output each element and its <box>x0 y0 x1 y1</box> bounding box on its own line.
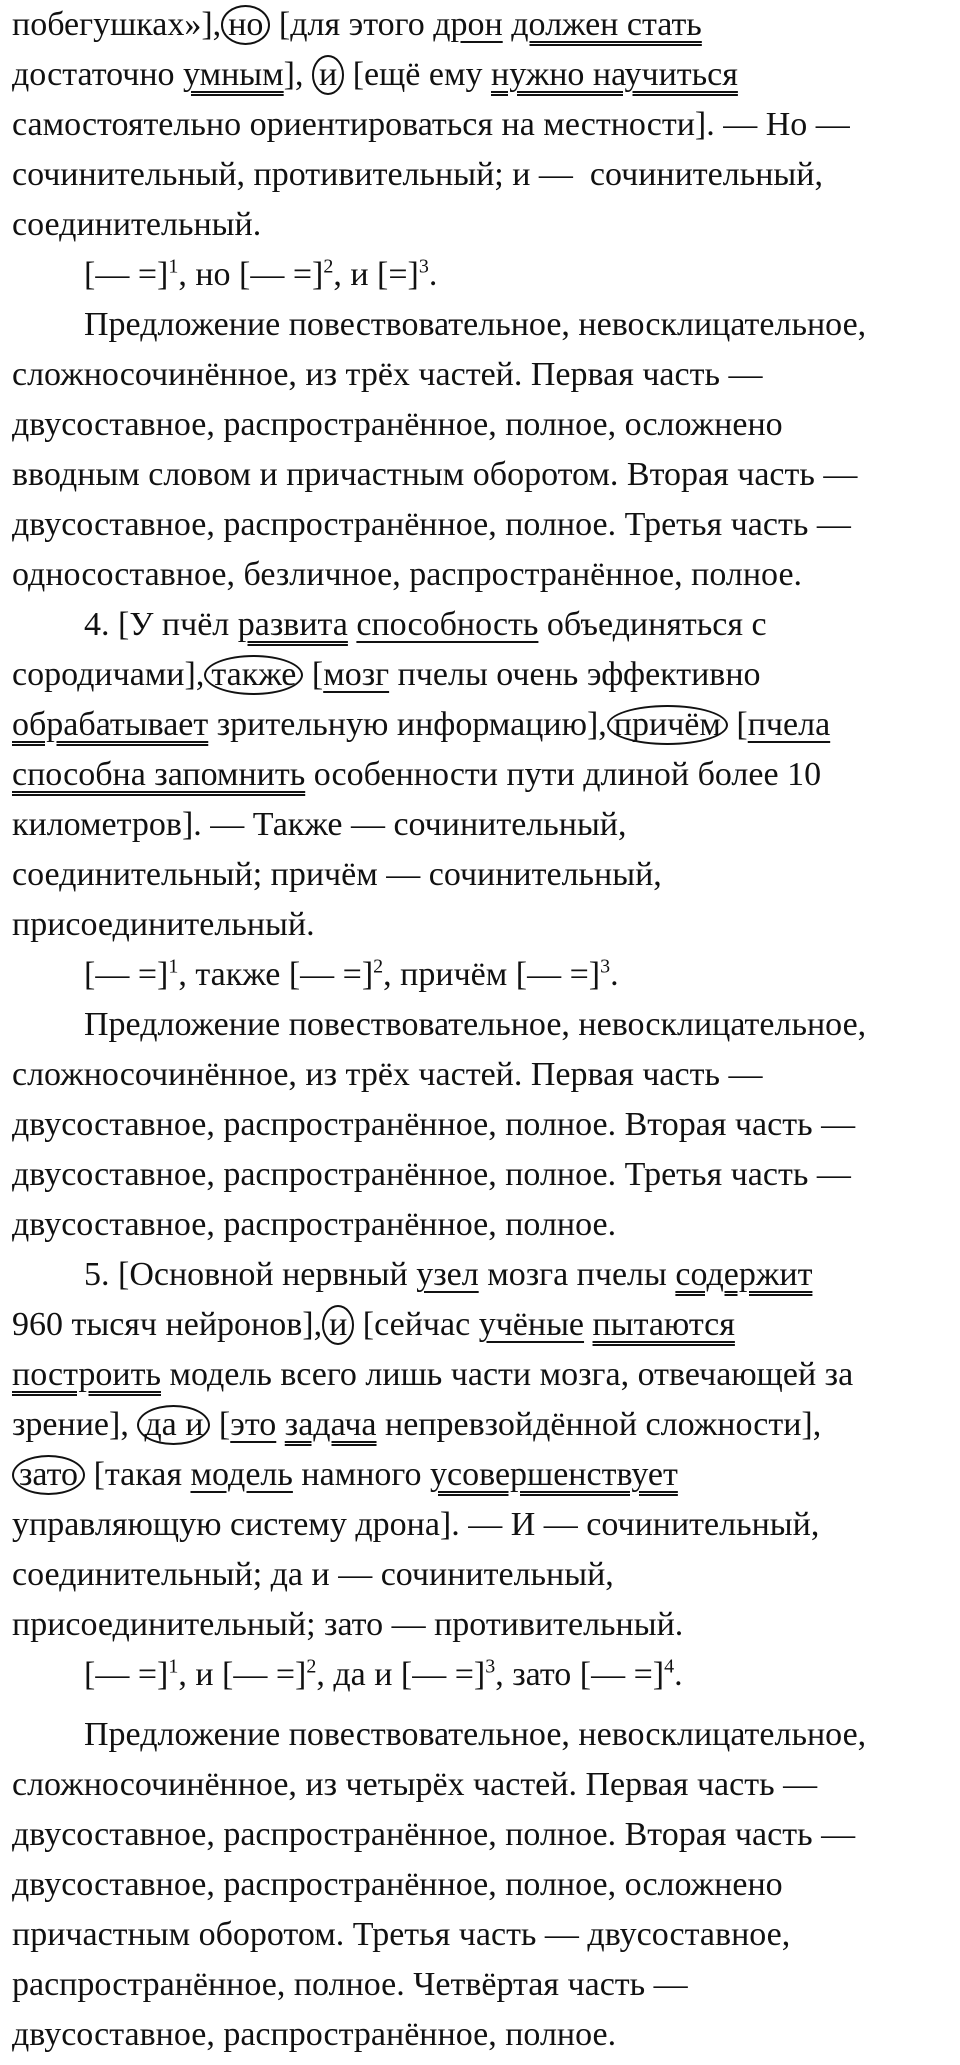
text-segment: двусоставное, распространённое, полное. <box>12 1206 617 1243</box>
text-line <box>12 100 850 150</box>
text-segment <box>584 1306 593 1343</box>
text-segment: присоединительный; зато — противительный. <box>12 1606 684 1643</box>
text-segment: километров]. — Также — сочинительный, <box>12 806 627 843</box>
text-line <box>12 1200 616 1250</box>
text-segment: , причём [— =] <box>383 956 601 993</box>
text-segment: [ <box>303 656 324 693</box>
text-segment: [такая <box>85 1456 191 1493</box>
text-segment: сочинительный, противительный; и — сочинительный, <box>12 156 823 193</box>
subject-underlined: узел <box>416 1256 479 1293</box>
text-line <box>84 1710 866 1760</box>
circled-conjunction: но <box>221 5 270 45</box>
text-segment: особенности пути длиной более 10 <box>305 756 822 793</box>
text-line <box>84 600 767 650</box>
part-number-superscript: 2 <box>306 1655 317 1678</box>
text-line <box>12 650 761 700</box>
text-line <box>12 1960 688 2010</box>
text-segment: соединительный; да и — сочинительный, <box>12 1556 614 1593</box>
circled-conjunction: также <box>204 655 303 695</box>
text-segment: двусоставное, распространённое, полное, осложнено <box>12 406 783 443</box>
text-segment: сородичами], <box>12 656 205 693</box>
text-segment: , но [— =] <box>178 256 324 293</box>
text-line <box>12 500 851 550</box>
subject-underlined: пчела <box>747 706 831 743</box>
text-line <box>84 1000 866 1050</box>
text-segment: причастным оборотом. Третья часть — двусоставное, <box>12 1916 791 1953</box>
text-segment: намного <box>292 1456 430 1493</box>
text-segment: Предложение повествовательное, невосклицательное, <box>84 1006 867 1043</box>
part-number-superscript: 3 <box>485 1655 496 1678</box>
text-segment: односоставное, безличное, распространённое, полное. <box>12 556 803 593</box>
text-segment: управляющую систему дрона]. — И — сочинительный, <box>12 1506 820 1543</box>
text-segment: [— =] <box>84 1656 169 1693</box>
text-line <box>12 1150 851 1200</box>
text-segment: . <box>674 1656 683 1693</box>
text-segment: , и [=] <box>333 256 419 293</box>
text-segment: зрительную информацию], <box>208 706 607 743</box>
predicate-double-underlined: обрабатывает <box>12 706 209 743</box>
text-segment: побегушках»], <box>12 6 222 43</box>
text-segment: двусоставное, распространённое, полное. Третья часть — <box>12 1156 851 1193</box>
subject-underlined: это <box>230 1406 277 1443</box>
predicate-double-underlined: задача <box>284 1406 377 1443</box>
text-line <box>12 0 702 50</box>
text-segment: [ <box>210 1406 231 1443</box>
text-segment: . <box>428 256 438 293</box>
text-line <box>12 1050 762 1100</box>
circled-conjunction: зато <box>12 1455 85 1495</box>
text-segment: самостоятельно ориентироваться на местности]. — Но — <box>12 106 850 143</box>
part-number-superscript: 1 <box>168 1655 179 1678</box>
subject-underlined: мозг <box>323 656 390 693</box>
text-line <box>12 1400 821 1450</box>
text-segment: соединительный; причём — сочинительный, <box>12 856 662 893</box>
text-segment: вводным словом и причастным оборотом. Вторая часть — <box>12 456 858 493</box>
text-line <box>12 50 738 100</box>
predicate-double-underlined: содержит <box>675 1256 813 1293</box>
part-number-superscript: 3 <box>600 955 611 978</box>
text-segment <box>276 1406 285 1443</box>
text-segment: сложносочинённое, из трёх частей. Первая часть — <box>12 1056 763 1093</box>
text-line <box>84 300 866 350</box>
text-segment: 960 тысяч нейронов], <box>12 1306 323 1343</box>
predicate-double-underlined: развита <box>237 606 348 643</box>
text-line <box>12 1600 683 1650</box>
text-line <box>12 2010 616 2060</box>
text-line <box>12 900 315 950</box>
text-line <box>84 250 437 300</box>
text-line <box>12 400 783 450</box>
text-segment: распространённое, полное. Четвёртая часть — <box>12 1966 688 2003</box>
text-line <box>12 750 821 800</box>
text-line <box>84 950 619 1000</box>
text-segment: [— =] <box>84 956 169 993</box>
text-segment: двусоставное, распространённое, полное. <box>12 2016 617 2053</box>
text-segment: двусоставное, распространённое, полное. Вторая часть — <box>12 1106 856 1143</box>
text-segment: [сейчас <box>354 1306 479 1343</box>
text-segment: присоединительный. <box>12 906 315 943</box>
text-line <box>12 1300 735 1350</box>
text-segment: модель всего лишь части мозга, отвечающей за <box>160 1356 854 1393</box>
text-line <box>12 150 823 200</box>
text-segment: . <box>610 956 619 993</box>
text-segment: [— =] <box>84 256 169 293</box>
text-segment: непревзойдённой сложности], <box>376 1406 822 1443</box>
text-line <box>12 1810 855 1860</box>
text-segment: зрение], <box>12 1406 138 1443</box>
part-number-superscript: 3 <box>418 255 429 278</box>
text-segment: ], <box>283 56 312 93</box>
text-line <box>12 1760 817 1810</box>
text-segment: 5. [Основной нервный <box>84 1256 417 1293</box>
predicate-double-underlined: должен стать <box>511 6 702 43</box>
text-segment: , также [— =] <box>178 956 374 993</box>
predicate-double-underlined: пытаются <box>592 1306 735 1343</box>
predicate-double-underlined: способна запомнить <box>12 756 306 793</box>
text-line <box>12 350 762 400</box>
text-line <box>12 800 627 850</box>
text-line <box>12 850 662 900</box>
text-segment: , зато [— =] <box>495 1656 665 1693</box>
text-segment: сложносочинённое, из трёх частей. Первая часть — <box>12 356 763 393</box>
subject-underlined: учёные <box>478 1306 585 1343</box>
text-line <box>12 1450 678 1500</box>
part-number-superscript: 2 <box>373 955 384 978</box>
circled-conjunction: причём <box>607 705 728 745</box>
text-segment: [ <box>727 706 748 743</box>
text-segment: двусоставное, распространённое, полное, осложнено <box>12 1866 783 1903</box>
text-line <box>12 1550 614 1600</box>
text-segment: , и [— =] <box>178 1656 307 1693</box>
text-segment: [ещё ему <box>344 56 491 93</box>
text-line <box>12 1860 783 1910</box>
text-segment <box>503 6 512 43</box>
circled-conjunction: и <box>312 55 344 95</box>
text-line <box>12 1910 790 1960</box>
part-number-superscript: 1 <box>168 955 179 978</box>
predicate-double-underlined: построить <box>12 1356 161 1393</box>
subject-underlined: способность <box>356 606 539 643</box>
text-line <box>84 1650 683 1700</box>
circled-conjunction: да и <box>137 1405 210 1445</box>
text-segment: Предложение повествовательное, невосклицательное, <box>84 1716 867 1753</box>
text-segment: достаточно <box>12 56 184 93</box>
part-number-superscript: 1 <box>168 255 179 278</box>
text-segment: мозга пчелы <box>478 1256 676 1293</box>
subject-underlined: дрон <box>433 6 503 43</box>
predicate-double-underlined: нужно научиться <box>491 56 738 93</box>
text-line <box>84 1250 812 1300</box>
text-segment: Предложение повествовательное, невосклицательное, <box>84 306 867 343</box>
text-segment: объединяться с <box>538 606 767 643</box>
predicate-double-underlined: умным <box>183 56 284 93</box>
text-line <box>12 1100 855 1150</box>
text-segment: двусоставное, распространённое, полное. Вторая часть — <box>12 1816 856 1853</box>
text-segment: двусоставное, распространённое, полное. Третья часть — <box>12 506 851 543</box>
circled-conjunction: и <box>322 1305 354 1345</box>
text-segment: 4. [У пчёл <box>84 606 238 643</box>
text-segment: пчелы очень эффективно <box>389 656 761 693</box>
part-number-superscript: 4 <box>664 1655 675 1678</box>
text-line <box>12 200 261 250</box>
text-segment: [для этого <box>270 6 434 43</box>
text-segment: , да и [— =] <box>316 1656 486 1693</box>
text-line <box>12 1500 819 1550</box>
predicate-double-underlined: усовершенствует <box>430 1456 678 1493</box>
text-line <box>12 450 857 500</box>
text-line <box>12 1350 853 1400</box>
subject-underlined: модель <box>190 1456 293 1493</box>
text-segment: соединительный. <box>12 206 262 243</box>
part-number-superscript: 2 <box>323 255 334 278</box>
text-line <box>12 700 830 750</box>
text-segment: сложносочинённое, из четырёх частей. Первая часть — <box>12 1766 818 1803</box>
text-line <box>12 550 802 600</box>
